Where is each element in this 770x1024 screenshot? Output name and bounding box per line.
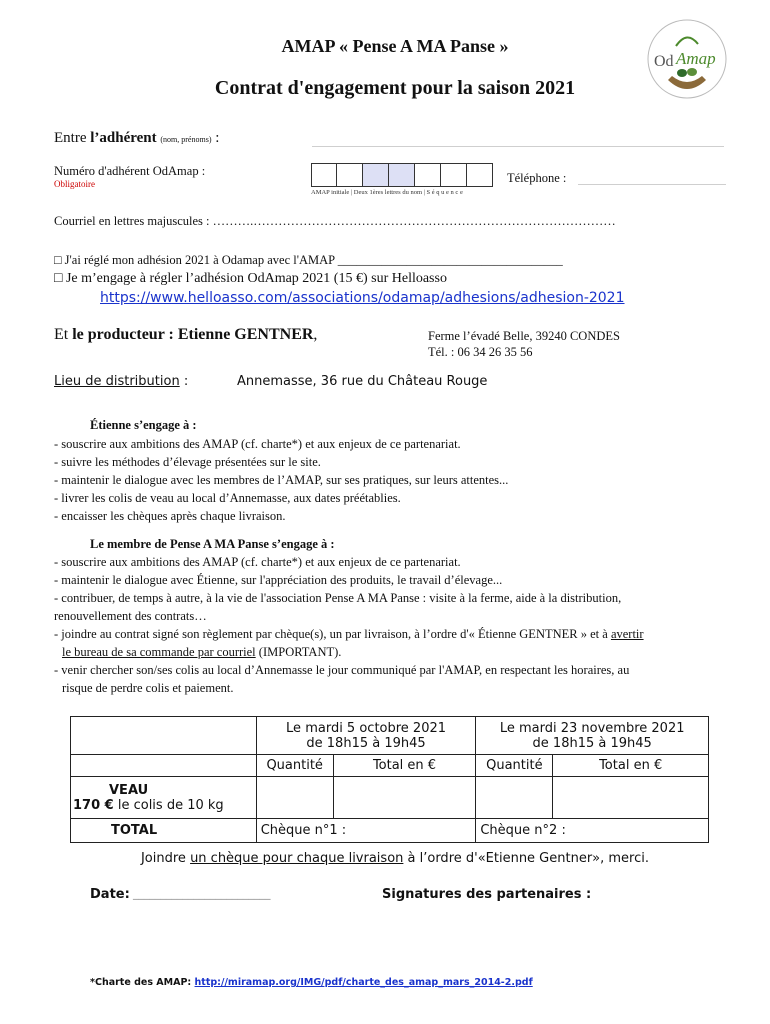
numero-adherent-label: Numéro d'adhérent OdAmap : [54, 164, 206, 178]
code-box[interactable] [311, 163, 337, 187]
product-cell [71, 777, 257, 819]
joindre-text-a: Joindre [140, 851, 191, 866]
contract-title: Contrat d'engagement pour la saison 2021 [214, 77, 576, 99]
total-label: TOTAL [71, 819, 257, 843]
code-box[interactable] [363, 163, 389, 187]
code-box[interactable] [441, 163, 467, 187]
engagement-item: - maintenir le dialogue avec les membres de l’AMAP, sur ses pratiques, sur leurs attentes... [54, 473, 509, 487]
adherent-code-boxes[interactable] [311, 163, 493, 187]
column-quantite-1: Quantité [256, 755, 333, 777]
table-empty-cell [71, 755, 257, 777]
date-field[interactable]: _________________________ [133, 887, 271, 900]
table-row [71, 755, 709, 777]
lieu-distribution-value: Annemasse, 36 rue du Château Rouge [237, 374, 488, 389]
joindre-underlined: un chèque pour chaque livraison [190, 851, 404, 866]
membre-engagements-heading: Le membre de Pense A MA Panse s’engage à : [90, 537, 335, 551]
membre-engagements-list [54, 553, 734, 697]
delivery-date-2 [476, 717, 709, 755]
code-hint: AMAP initiale | Deux 1ères lettres du nom | S é q u e n c e [311, 189, 463, 196]
code-box[interactable] [337, 163, 363, 187]
adherent-label [54, 130, 219, 147]
helloasso-link[interactable]: https://www.helloasso.com/associations/odamap/adhesions/adhesion-2021 [100, 290, 625, 306]
odamap-logo-icon [646, 18, 728, 100]
engagement-item [54, 625, 734, 643]
item4-underlined: avertir [610, 627, 644, 641]
table-row [71, 717, 709, 755]
total-input-2[interactable] [553, 777, 709, 819]
date1-line2: de 18h15 à 19h45 [306, 735, 426, 751]
cheque-2-field[interactable]: Chèque n°2 : [476, 819, 709, 843]
adherent-colon: : [211, 130, 220, 146]
engagement-item: - contribuer, de temps à autre, à la vie de l'association Pense A MA Panse : visite à la ferme, aide à la distribution, [54, 591, 622, 605]
product-price: 170 € [73, 797, 114, 813]
engagement-item: - souscrire aux ambitions des AMAP (cf. charte*) et aux enjeux de ce partenariat. [54, 555, 461, 569]
date1-line1: Le mardi 5 octobre 2021 [286, 720, 447, 736]
adhesion-helloasso-checkbox[interactable]: □ Je m’engage à régler l’adhésion OdAmap 2021 (15 €) sur Helloasso [54, 271, 447, 286]
engagement-item: - souscrire aux ambitions des AMAP (cf. charte*) et aux enjeux de ce partenariat. [54, 437, 461, 451]
odamap-logo [646, 18, 728, 100]
table-row [71, 777, 709, 819]
product-name: VEAU [109, 782, 149, 798]
engagement-item-continued [54, 643, 734, 661]
code-box[interactable] [467, 163, 493, 187]
logo-od: Od [654, 53, 674, 70]
joindre-instruction [0, 851, 770, 866]
date2-line1: Le mardi 23 novembre 2021 [499, 720, 685, 736]
producteur-prefix: Et [54, 326, 73, 343]
quantite-input-1[interactable] [256, 777, 333, 819]
ferme-address: Ferme l’évadé Belle, 39240 CONDES [428, 329, 620, 343]
signatures-label: Signatures des partenaires : [382, 887, 592, 902]
engagement-item: - suivre les méthodes d’élevage présentées sur le site. [54, 455, 321, 469]
delivery-date-1 [256, 717, 476, 755]
telephone-label: Téléphone : [507, 171, 567, 185]
producteur-telephone: Tél. : 06 34 26 35 56 [428, 345, 533, 359]
order-table [70, 716, 709, 843]
contract-association-title: AMAP « Pense A MA Panse » [281, 36, 509, 56]
cheque-1-field[interactable]: Chèque n°1 : [256, 819, 476, 843]
product-unit: le colis de 10 kg [113, 797, 224, 813]
quantite-input-2[interactable] [476, 777, 553, 819]
column-total-1: Total en € [333, 755, 476, 777]
adherent-bold: l’adhérent [90, 130, 157, 146]
engagement-item-continued: renouvellement des contrats… [54, 609, 207, 623]
etienne-engagements-heading: Étienne s’engage à : [90, 418, 197, 432]
engagement-item: - maintenir le dialogue avec Étienne, sur l'appréciation des produits, le travail d’élevage... [54, 573, 503, 587]
telephone-field[interactable] [578, 184, 726, 185]
engagement-item: - venir chercher son/ses colis au local d’Annemasse le jour communiqué par l'AMAP, en respectant les horaires, au [54, 663, 630, 677]
logo-amap: Amap [676, 49, 716, 68]
item4-important: (IMPORTANT). [255, 645, 342, 659]
lieu-label-text: Lieu de distribution [54, 374, 180, 389]
charte-footnote [90, 977, 533, 988]
producteur-label [54, 326, 317, 344]
date-label: Date: [90, 887, 130, 902]
etienne-engagements-list [54, 435, 508, 525]
code-box[interactable] [415, 163, 441, 187]
code-box[interactable] [389, 163, 415, 187]
courriel-line[interactable]: Courriel en lettres majuscules : ……….…………………………………………………………………………… [54, 214, 616, 228]
obligatoire-note: Obligatoire [54, 179, 95, 189]
engagement-item: - encaisser les chèques après chaque livraison. [54, 509, 286, 523]
lieu-colon: : [179, 374, 189, 389]
adhesion-paid-checkbox[interactable]: □ J'ai réglé mon adhésion 2021 à Odamap avec l'AMAP ____________________________________ [54, 253, 563, 267]
engagement-item: - livrer les colis de veau au local d’Annemasse, aux dates préétablies. [54, 491, 401, 505]
item4-text: - joindre au contrat signé son règlement par chèque(s), un par livraison, à l’ordre d'« Étienne GENTNER » et à [54, 627, 611, 641]
adherent-prefix: Entre [54, 130, 91, 146]
column-total-2: Total en € [553, 755, 709, 777]
producteur-comma: , [313, 326, 318, 343]
table-row [71, 819, 709, 843]
item4-underlined-2: le bureau de sa commande par courriel [62, 645, 256, 659]
column-quantite-2: Quantité [476, 755, 553, 777]
date2-line2: de 18h15 à 19h45 [532, 735, 652, 751]
total-input-1[interactable] [333, 777, 476, 819]
table-corner-cell [71, 717, 257, 755]
adherent-hint: (nom, prénoms) [160, 135, 212, 144]
charte-label: *Charte des AMAP: [90, 977, 195, 988]
charte-link[interactable]: http://miramap.org/IMG/pdf/charte_des_amap_mars_2014-2.pdf [194, 977, 533, 988]
engagement-item-continued: risque de perdre colis et paiement. [62, 681, 234, 695]
lieu-distribution-label [54, 374, 188, 389]
adherent-name-field[interactable] [312, 146, 724, 147]
joindre-text-b: à l’ordre d'«Etienne Gentner», merci. [403, 851, 650, 866]
producteur-name: le producteur : Etienne GENTNER [72, 326, 314, 343]
